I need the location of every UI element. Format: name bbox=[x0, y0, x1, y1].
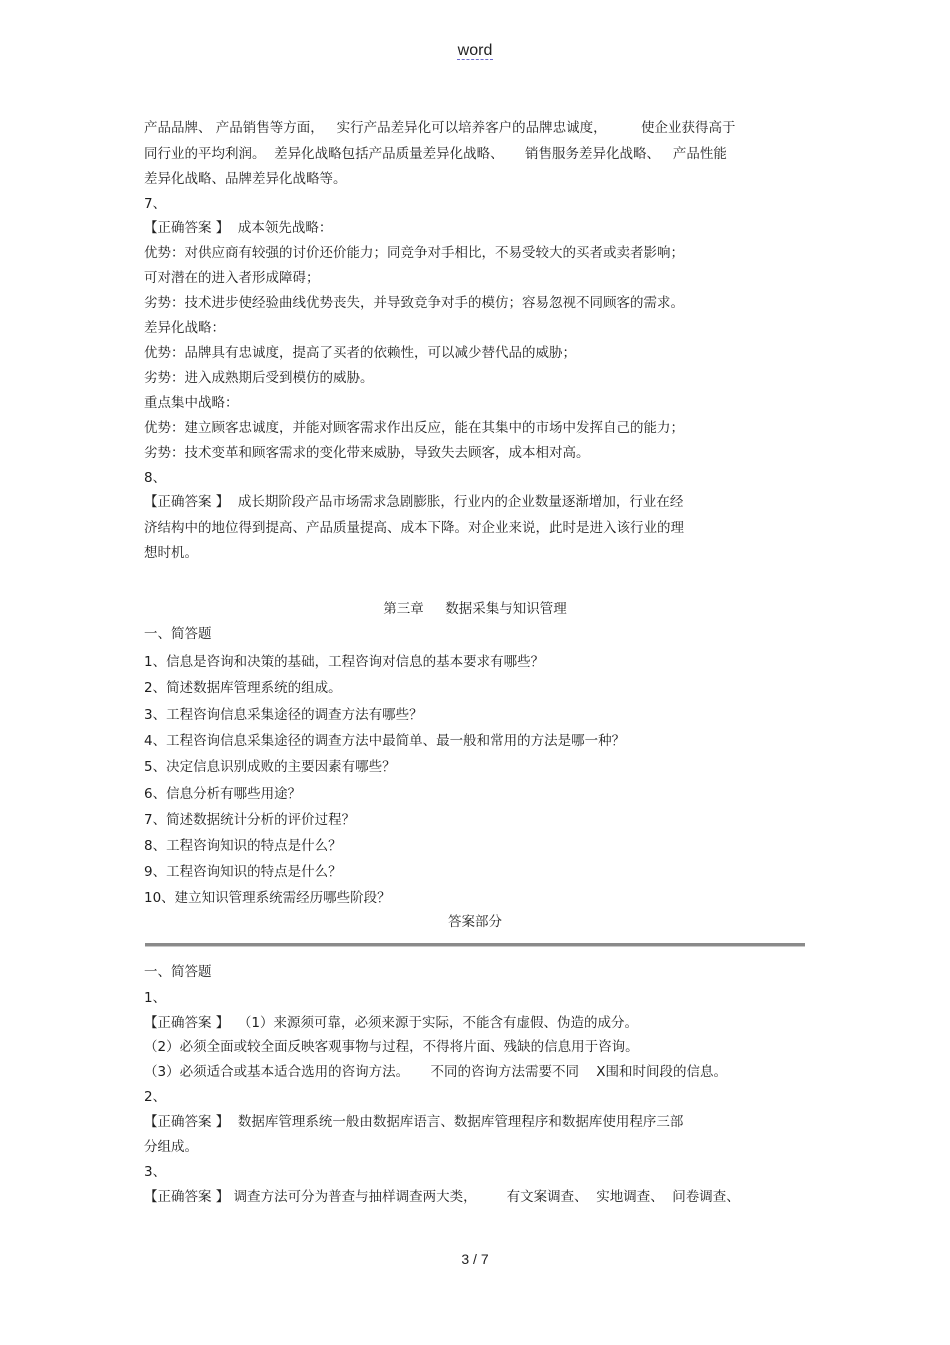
header-title: word bbox=[457, 42, 493, 59]
question-item: 9、工程咨询知识的特点是什么？ bbox=[144, 864, 342, 880]
answer-number: 3、 bbox=[144, 1164, 167, 1180]
answer-section-title: 答案部分 bbox=[448, 914, 502, 930]
section-divider bbox=[145, 943, 805, 947]
body-line: 分组成。 bbox=[144, 1139, 198, 1155]
answer-label-line: 【正确答案 】 成长期阶段产品市场需求急剧膨胀，行业内的企业数量逐渐增加，行业在经 bbox=[144, 494, 684, 510]
answer-label-line: 【正确答案 】 调查方法可分为普查与抽样调查两大类， 有文案调查、 实地调查、 问卷调查、 bbox=[144, 1189, 740, 1205]
answer-number: 2、 bbox=[144, 1089, 167, 1105]
body-line: 劣势：技术变革和顾客需求的变化带来威胁，导致失去顾客，成本相对高。 bbox=[144, 445, 590, 461]
question-item: 5、决定信息识别成败的主要因素有哪些？ bbox=[144, 759, 396, 775]
body-line: 济结构中的地位得到提高、产品质量提高、成本下降。对企业来说，此时是进入该行业的理 bbox=[144, 520, 684, 536]
body-line: 差异化战略： bbox=[144, 320, 225, 336]
question-item: 10、建立知识管理系统需经历哪些阶段？ bbox=[144, 890, 391, 906]
question-item: 4、工程咨询信息采集途径的调查方法中最简单、最一般和常用的方法是哪一种？ bbox=[144, 733, 626, 749]
question-item: 6、信息分析有哪些用途？ bbox=[144, 786, 302, 802]
section-heading: 一、简答题 bbox=[144, 964, 212, 980]
answer-label-line: 【正确答案 】 成本领先战略： bbox=[144, 220, 333, 236]
body-line: 可对潜在的进入者形成障碍； bbox=[144, 270, 320, 286]
question-item: 3、工程咨询信息采集途径的调查方法有哪些？ bbox=[144, 707, 423, 723]
chapter-title: 第三章 数据采集与知识管理 bbox=[383, 601, 567, 617]
question-item: 7、简述数据统计分析的评价过程？ bbox=[144, 812, 356, 828]
body-line: 优势：建立顾客忠诚度，并能对顾客需求作出反应，能在其集中的市场中发挥自己的能力； bbox=[144, 420, 684, 436]
body-line: 8、 bbox=[144, 470, 167, 486]
body-line: 劣势：技术进步使经验曲线优势丧失，并导致竞争对手的模仿；容易忽视不同顾客的需求。 bbox=[144, 295, 684, 311]
answer-label-line: 【正确答案 】 （1）来源须可靠，必须来源于实际，不能含有虚假、伪造的成分。 bbox=[144, 1015, 638, 1031]
section-heading: 一、简答题 bbox=[144, 626, 212, 642]
page-header bbox=[0, 42, 950, 60]
body-line: 劣势：进入成熟期后受到模仿的威胁。 bbox=[144, 370, 374, 386]
page-number: 3 / 7 bbox=[461, 1251, 489, 1267]
body-line: 优势：品牌具有忠诚度，提高了买者的依赖性，可以减少替代品的威胁； bbox=[144, 345, 576, 361]
answer-number: 1、 bbox=[144, 990, 167, 1006]
body-line: 想时机。 bbox=[144, 545, 198, 561]
body-line: 产品品牌、 产品销售等方面， 实行产品差异化可以培养客户的品牌忠诚度， 使企业获得高于 bbox=[144, 120, 736, 136]
answer-label-line: 【正确答案 】 数据库管理系统一般由数据库语言、数据库管理程序和数据库使用程序三部 bbox=[144, 1114, 684, 1130]
body-line: 优势：对供应商有较强的讨价还价能力；同竞争对手相比，不易受较大的买者或卖者影响； bbox=[144, 245, 684, 261]
body-line: （2）必须全面或较全面反映客观事物与过程，不得将片面、残缺的信息用于咨询。 bbox=[144, 1039, 639, 1055]
question-item: 2、简述数据库管理系统的组成。 bbox=[144, 680, 342, 696]
question-item: 8、工程咨询知识的特点是什么？ bbox=[144, 838, 342, 854]
body-line: 重点集中战略： bbox=[144, 395, 239, 411]
body-line: 同行业的平均利润。 差异化战略包括产品质量差异化战略、 销售服务差异化战略、 产品性能 bbox=[144, 146, 727, 162]
body-line: 7、 bbox=[144, 196, 167, 212]
body-line: 差异化战略、品牌差异化战略等。 bbox=[144, 171, 347, 187]
question-item: 1、信息是咨询和决策的基础，工程咨询对信息的基本要求有哪些？ bbox=[144, 654, 545, 670]
body-line: （3）必须适合或基本适合选用的咨询方法。 不同的咨询方法需要不同 X围和时间段的信息。 bbox=[144, 1064, 727, 1080]
